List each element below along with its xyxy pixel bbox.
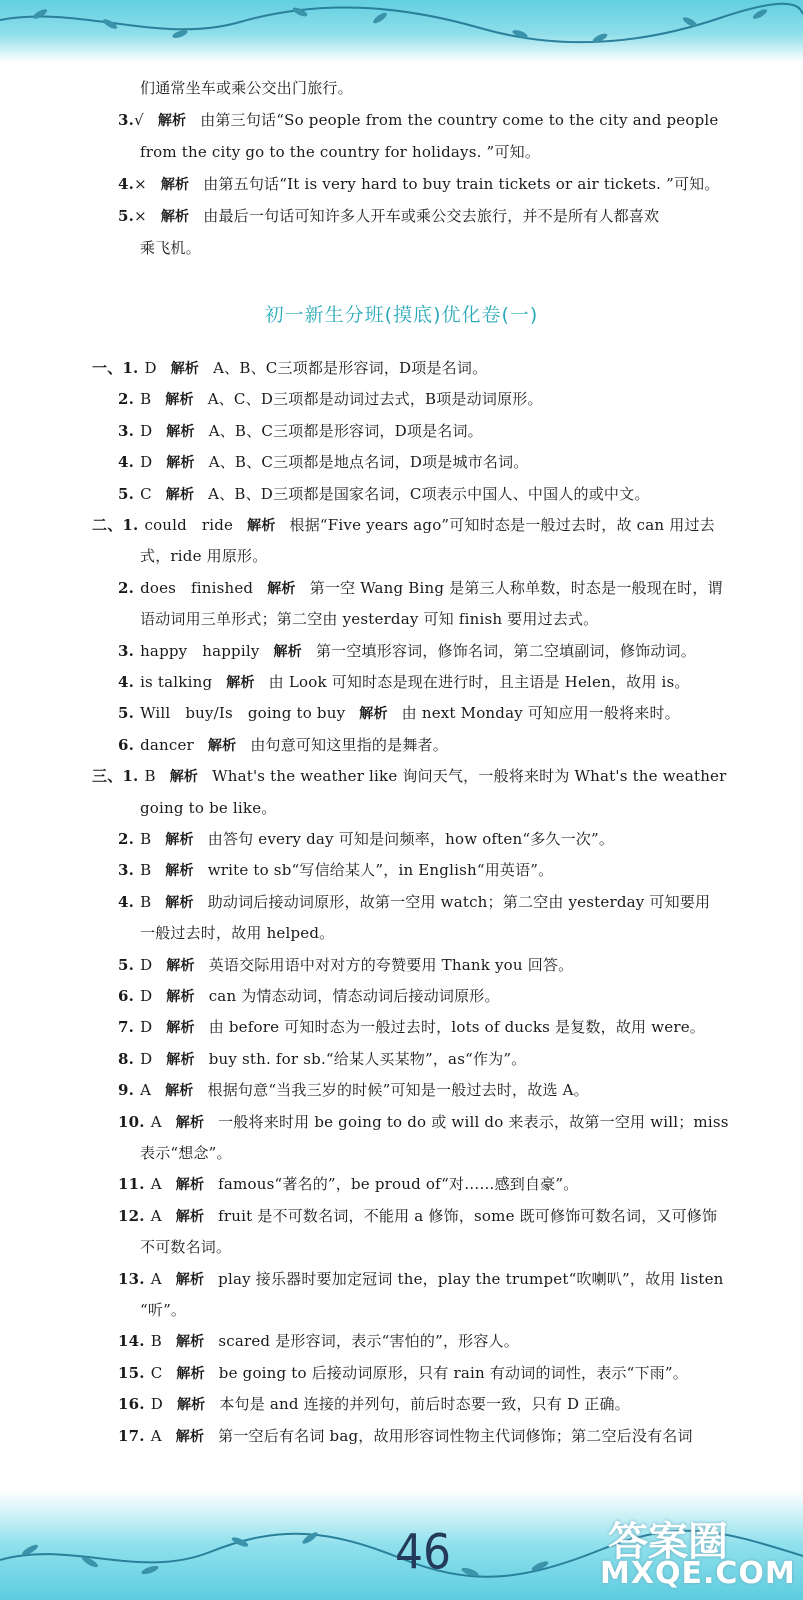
item-explanation: 第一空填形容词，修饰名词，第二空填副词，修饰动词。 [315, 642, 696, 660]
item-number: 5. [118, 704, 135, 722]
analysis-label: 解析 [226, 675, 255, 691]
sec2-item-continuation: 式，ride 用原形。 [140, 547, 268, 565]
item-explanation: A、B、D三项都是国家名词，C项表示中国人、中国人的或中文。 [208, 485, 650, 503]
item-number: 3. [118, 422, 135, 440]
sec3-item [118, 986, 500, 1007]
item-answer: C [150, 1364, 163, 1382]
sec3-item [118, 829, 614, 850]
item-answer: does finished [140, 579, 254, 597]
sec3-item [118, 1426, 693, 1447]
item-answer: B [150, 1332, 162, 1350]
item-answer: B [140, 861, 152, 879]
item-number: 4. [118, 893, 135, 911]
item-explanation: A、B、C三项都是形容词，D项是名词。 [208, 422, 483, 440]
item-explanation: A、B、C三项都是形容词，D项是名词。 [213, 359, 488, 377]
analysis-label: 解析 [176, 1366, 205, 1382]
sec2-item-continuation: 语动词用三单形式；第二空由 yesterday 可知 finish 要用过去式。 [140, 610, 599, 628]
sec3-item [118, 1394, 630, 1415]
item-number: 一、1. [92, 359, 139, 377]
sec3-item [118, 1363, 688, 1384]
item-explanation: 第一空 Wang Bing 是第三人称单数，时态是一般现在时，谓 [309, 579, 723, 597]
item-explanation: famous“著名的”，be proud of“对……感到自豪”。 [218, 1175, 579, 1193]
item-number: 12. [118, 1207, 145, 1225]
item-explanation: fruit 是不可数名词，不能用 a 修饰，some 既可修饰可数名词，又可修饰 [218, 1207, 718, 1225]
item-explanation: 本句是 and 连接的并列句，前后时态要一致，只有 D 正确。 [219, 1395, 630, 1413]
item-number: 3. [118, 861, 135, 879]
sec3-item [118, 860, 553, 881]
item-answer: happy happily [140, 642, 260, 660]
sec3-item [118, 1206, 717, 1227]
analysis-label: 解析 [175, 1209, 205, 1225]
sec3-item-continuation: going to be like。 [140, 799, 277, 817]
vine-ornament-top [0, 0, 803, 62]
top-item-5: 5.× 解析 由最后一句话可知许多人开车或乘公交去旅行，并不是所有人都喜欢 [118, 207, 660, 225]
item-answer: Will buy/Is going to buy [140, 704, 346, 722]
item-number: 3. [118, 642, 135, 660]
analysis-label: 解析 [165, 487, 195, 503]
analysis-label: 解析 [166, 455, 195, 471]
item-number: 6. [118, 987, 135, 1005]
item-number: 16. [118, 1395, 145, 1413]
item-answer: A [150, 1175, 162, 1193]
item-number: 4. [118, 453, 135, 471]
item-explanation: 由 Look 可知时态是现在进行时，且主语是 Helen，故用 is。 [268, 673, 690, 691]
analysis-label: 解析 [165, 392, 194, 408]
sec1-item [118, 484, 650, 505]
analysis-label: 解析 [165, 832, 194, 848]
analysis-label: 解析 [207, 738, 237, 754]
item-explanation: 英语交际用语中对对方的夸赞要用 Thank you 回答。 [208, 956, 574, 974]
analysis-label: 解析 [273, 644, 302, 660]
analysis-label: 解析 [359, 706, 388, 722]
sec3-item-continuation: 一般过去时，故用 helped。 [140, 924, 335, 942]
watermark-url: MXQE.COM [600, 1556, 796, 1591]
item-explanation: be going to 后接动词原形，只有 rain 有动词的词性，表示“下雨”。 [218, 1364, 688, 1382]
item-explanation: 由 next Monday 可知应用一般将来时。 [401, 704, 680, 722]
sec2-item [118, 641, 696, 662]
sec3-item [118, 1331, 519, 1352]
item-answer: D [140, 422, 153, 440]
item-explanation: 根据“Five years ago”可知时态是一般过去时，故 can 用过去 [289, 516, 715, 534]
item-number: 5. [118, 956, 135, 974]
analysis-label: 解析 [165, 1083, 194, 1099]
analysis-label: 解析 [175, 1334, 205, 1350]
item-explanation: 助动词后接动词原形，故第一空用 watch；第二空由 yesterday 可知要用 [207, 893, 711, 911]
sec3-item [118, 892, 710, 913]
top-line-0: 们通常坐车或乘公交出门旅行。 [140, 79, 353, 97]
item-number: 5. [118, 485, 135, 503]
item-explanation: 一般将来时用 be going to do 或 will do 来表示，故第一空用 will；miss [218, 1113, 729, 1131]
analysis-label: 解析 [176, 1397, 206, 1413]
analysis-label: 解析 [166, 958, 195, 974]
sec2-item [118, 578, 723, 599]
item-number: 15. [118, 1364, 145, 1382]
item-answer: B [144, 767, 156, 785]
analysis-label: 解析 [175, 1429, 205, 1445]
item-explanation: can 为情态动词，情态动词后接动词原形。 [208, 987, 500, 1005]
item-number: 二、1. [92, 516, 139, 534]
item-explanation: play 接乐器时要加定冠词 the，play the trumpet“吹喇叭”，故用 listen [218, 1270, 724, 1288]
item-answer: is talking [140, 673, 213, 691]
sec3-item [118, 1017, 705, 1038]
sec3-item [118, 1080, 589, 1101]
sec2-item [118, 703, 680, 724]
item-number: 三、1. [92, 767, 139, 785]
watermark-logo-text: 答案圈 [608, 1519, 728, 1565]
item-answer: D [140, 956, 153, 974]
analysis-label: 解析 [175, 1177, 205, 1193]
item-number: 8. [118, 1050, 135, 1068]
item-number: 9. [118, 1081, 135, 1099]
item-answer: D [140, 453, 153, 471]
sec3-item [118, 955, 573, 976]
item-explanation: 由句意可知这里指的是舞者。 [250, 736, 448, 754]
analysis-label: 解析 [165, 863, 194, 879]
item-answer: C [140, 485, 152, 503]
top-item-3: 3.√ 解析 由第三句话“So people from the country come to the city and people [118, 111, 719, 129]
item-answer: B [140, 830, 152, 848]
item-explanation: write to sb“写信给某人”，in English“用英语”。 [207, 861, 554, 879]
item-number: 14. [118, 1332, 145, 1350]
analysis-label: 解析 [166, 989, 195, 1005]
item-explanation: A、C、D三项都是动词过去式，B项是动词原形。 [207, 390, 543, 408]
item-number: 17. [118, 1427, 145, 1445]
item-answer: D [140, 987, 153, 1005]
sec3-item-continuation: 表示“想念”。 [140, 1144, 232, 1162]
item-explanation: 由 before 可知时态为一般过去时，lots of ducks 是复数，故用 were。 [208, 1018, 705, 1036]
item-answer: D [140, 1018, 153, 1036]
sec2-item [118, 672, 690, 693]
analysis-label: 解析 [170, 361, 200, 377]
analysis-label: 解析 [247, 518, 276, 534]
item-explanation: scared 是形容词，表示“害怕的”，形容人。 [218, 1332, 519, 1350]
item-explanation: 根据句意“当我三岁的时候”可知是一般过去时，故选 A。 [207, 1081, 589, 1099]
item-answer: A [140, 1081, 152, 1099]
top-line-5: 乘飞机。 [140, 239, 201, 257]
sec2-item [92, 515, 715, 536]
item-explanation: 第一空后有名词 bag，故用形容词性物主代词修饰；第二空后没有名词 [218, 1427, 693, 1445]
item-answer: could ride [144, 516, 234, 534]
item-answer: B [140, 390, 152, 408]
item-answer: A [150, 1113, 162, 1131]
item-explanation: What's the weather like 询问天气，一般将来时为 What's the weather [212, 767, 727, 785]
analysis-label: 解析 [166, 1052, 195, 1068]
sec3-item-continuation: 不可数名词。 [140, 1238, 232, 1256]
sec3-item [118, 1269, 724, 1290]
item-number: 6. [118, 736, 135, 754]
item-number: 2. [118, 390, 135, 408]
item-answer: A [150, 1270, 162, 1288]
item-answer: A [150, 1427, 162, 1445]
item-number: 2. [118, 830, 135, 848]
analysis-label: 解析 [175, 1115, 205, 1131]
item-number: 13. [118, 1270, 145, 1288]
item-number: 11. [118, 1175, 145, 1193]
analysis-label: 解析 [165, 895, 194, 911]
top-item-4: 4.× 解析 由第五句话“It is very hard to buy train tickets or air tickets. ”可知。 [118, 175, 720, 193]
item-answer: D [150, 1395, 163, 1413]
item-number: 10. [118, 1113, 145, 1131]
analysis-label: 解析 [166, 1020, 195, 1036]
item-explanation: 由答句 every day 可知是问频率，how often“多久一次”。 [207, 830, 615, 848]
sec1-item [118, 421, 483, 442]
item-number: 4. [118, 673, 135, 691]
sec3-item [118, 1112, 729, 1133]
item-answer: dancer [140, 736, 194, 754]
analysis-label: 解析 [267, 581, 296, 597]
section-title: 初一新生分班(摸底)优化卷(一) [264, 304, 539, 326]
page-number: 46 [395, 1524, 451, 1581]
top-line-2: from the city go to the country for holidays. ”可知。 [140, 143, 541, 161]
sec3-item [118, 1049, 526, 1070]
item-number: 7. [118, 1018, 135, 1036]
sec3-item-continuation: “听”。 [140, 1301, 187, 1319]
sec3-item [118, 1174, 578, 1195]
sec1-item [118, 452, 528, 473]
analysis-label: 解析 [166, 424, 195, 440]
item-explanation: A、B、C三项都是地点名词，D项是城市名词。 [208, 453, 529, 471]
item-answer: D [140, 1050, 153, 1068]
top-decorative-band [0, 0, 803, 62]
item-number: 2. [118, 579, 135, 597]
item-answer: B [140, 893, 152, 911]
item-answer: D [144, 359, 157, 377]
sec2-item [118, 735, 448, 756]
sec3-item [92, 766, 727, 787]
sec1-item [118, 389, 543, 410]
sec1-item [92, 358, 487, 379]
analysis-label: 解析 [169, 769, 199, 785]
analysis-label: 解析 [175, 1272, 205, 1288]
item-answer: A [150, 1207, 162, 1225]
item-explanation: buy sth. for sb.“给某人买某物”，as“作为”。 [208, 1050, 527, 1068]
